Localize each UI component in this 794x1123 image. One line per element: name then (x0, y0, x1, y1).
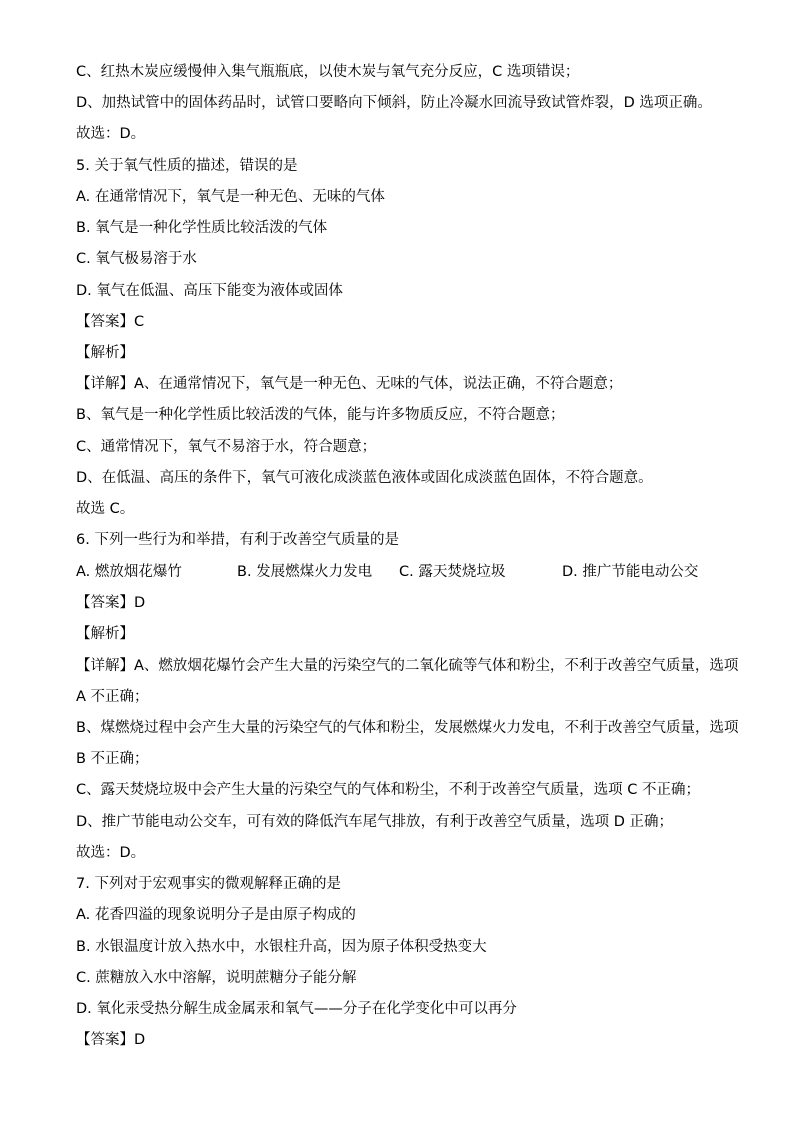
detail-text: C、露天焚烧垃圾中会产生大量的污染空气的气体和粉尘，不利于改善空气质量，选项 C 不正确； (76, 782, 700, 798)
question-7-option-d: D. 氧化汞受热分解生成金属汞和氧气——分子在化学变化中可以再分 (76, 1001, 517, 1017)
question-7-option-a: A. 花香四溢的现象说明分子是由原子构成的 (76, 907, 356, 923)
question-6-option-b: B. 发展燃煤火力发电 (237, 564, 373, 580)
question-6-option-c: C. 露天焚烧垃圾 (399, 564, 506, 580)
detail-text: B 不正确； (76, 751, 149, 767)
question-5-option-d: D. 氧气在低温、高压下能变为液体或固体 (76, 283, 343, 299)
analysis-label: 【解析】 (76, 345, 134, 361)
answer-label: 【答案】D (76, 1032, 146, 1048)
detail-text: D、在低温、高压的条件下，氧气可液化成淡蓝色液体或固化成淡蓝色固体，不符合题意。 (76, 470, 653, 486)
text-line: C、红热木炭应缓慢伸入集气瓶瓶底，以使木炭与氧气充分反应，C 选项错误； (76, 64, 580, 80)
detail-text: C、通常情况下，氧气不易溶于水，符合题意； (76, 439, 377, 455)
analysis-label: 【解析】 (76, 626, 134, 642)
answer-label: 【答案】C (76, 314, 145, 330)
question-6-option-a: A. 燃放烟花爆竹 (76, 564, 182, 580)
question-7-option-b: B. 水银温度计放入热水中，水银柱升高，因为原子体积受热变大 (76, 939, 487, 955)
text-line: 故选 C。 (76, 501, 135, 517)
question-5-stem: 5. 关于氧气性质的描述，错误的是 (76, 158, 298, 174)
detail-text: 【详解】A、燃放烟花爆竹会产生大量的污染空气的二氧化硫等气体和粉尘，不利于改善空气质量，选项 (76, 658, 739, 674)
detail-text: B、煤燃烧过程中会产生大量的污染空气的气体和粉尘，发展燃煤火力发电，不利于改善空气质量，选项 (76, 720, 739, 736)
question-6-option-d: D. 推广节能电动公交 (562, 564, 699, 580)
detail-text: B、氧气是一种化学性质比较活泼的气体，能与许多物质反应，不符合题意； (76, 407, 565, 423)
detail-text: D、推广节能电动公交车，可有效的降低汽车尾气排放，有利于改善空气质量，选项 D 正确； (76, 814, 674, 830)
question-5-option-c: C. 氧气极易溶于水 (76, 251, 197, 267)
question-7-option-c: C. 蔗糖放入水中溶解，说明蔗糖分子能分解 (76, 970, 357, 986)
detail-text: 【详解】A、在通常情况下，氧气是一种无色、无味的气体，说法正确，不符合题意； (76, 376, 623, 392)
question-5-option-a: A. 在通常情况下，氧气是一种无色、无味的气体 (76, 189, 385, 205)
question-5-option-b: B. 氧气是一种化学性质比较活泼的气体 (76, 220, 328, 236)
answer-label: 【答案】D (76, 595, 146, 611)
text-line: D、加热试管中的固体药品时，试管口要略向下倾斜，防止冷凝水回流导致试管炸裂，D 选项正确。 (76, 95, 712, 111)
text-line: 故选：D。 (76, 845, 146, 861)
question-7-stem: 7. 下列对于宏观事实的微观解释正确的是 (76, 876, 341, 892)
detail-text: A 不正确； (76, 689, 149, 705)
question-6-stem: 6. 下列一些行为和举措，有利于改善空气质量的是 (76, 532, 399, 548)
text-line: 故选：D。 (76, 126, 146, 142)
